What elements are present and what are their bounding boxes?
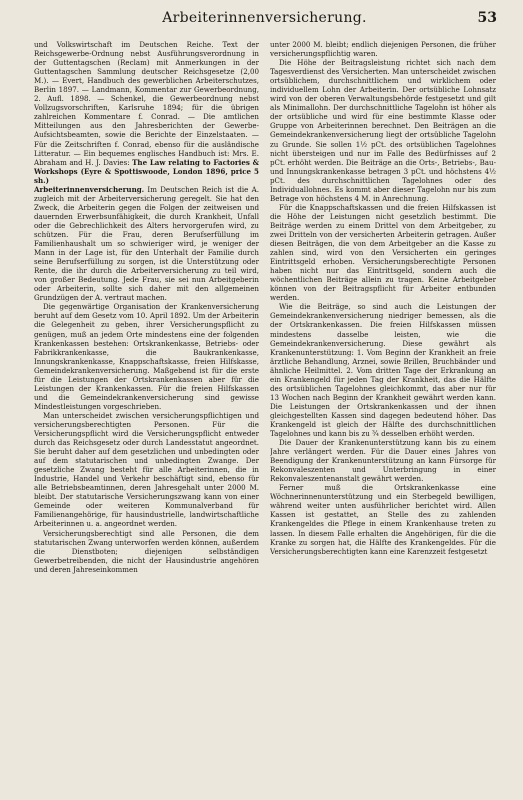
bibliography-paragraph (34, 40, 259, 185)
page-header (32, 10, 497, 32)
body-paragraph: Die Höhe der Beitragsleistung richtet sich nach dem Tagesverdienst des Versicherten. Man unterscheidet zwischen ortsüblichem, durchschnittlichem und wirklichem oder individuellem Lohn der Arbeiterin. Der ortsübliche Lohnsatz wird von der oberen Verwaltungsbehörde festgesetzt und gilt als Minimallohn. Der durchschnittliche Tagelohn ist höher als der ortsübliche und wird für eine bestimmte Klasse oder Gruppe von Arbeiterinnen berechnet. Den Beiträgen an die Gemeindekrankenversicherung liegt der ortsübliche Tagelohn zu Grunde. Sie sollen 1½ pCt. des ortsüblichen Tagelohnes nicht übersteigen und nur im Falle des Bedürfnisses auf 2 pCt. erhöht werden. Die Beiträge an die Orts-, Betriebs-, Bau- und Innungskrankenkasse betragen 3 pCt. und höchstens 4½ pCt. des durchschnittlichen Tagelohnes oder des Individuallohnes. Es kommt aber dieser Tagelohn nur bis zum Betrage von höchstens 4 M. in Anrechnung. (270, 58, 496, 203)
article-intro-text: Im Deutschen Reich ist die A. zugleich mit der Arbeiterversicherung geregelt. Sie hat den Zweck, die Arbeiterin gegen die Folgen der zeitweisen und dauernden Erwerbsunfähigkeit, die durch Krankheit, Unfall oder die Gebrechlichkeit des Alters hervorgerufen wird, zu schützen. Für die Frau, deren Berufserfüllung im Familienhaushalt um so schwieriger wird, je weniger der Mann in der Lage ist, für den Unterhalt der Familie durch seine Berufserfüllung zu sorgen, ist die Unterstützung oder Rente, die ihr durch die Arbeiterversicherung zu teil wird, von großer Bedeutung. Jede Frau, sie sei nun Arbeitgeberin oder Arbeiterin, sollte sich daher mit den allgemeinen Grundzügen der A. vertraut machen. (34, 184, 259, 303)
bibliography-text: und Volkswirtschaft im Deutschen Reiche. Text der Reichsgewerbe-Ordnung nebst Ausführungsverordnung in der Guttentagschen (Reclam) mit Anmerkungen in der Guttentagschen Sammlung deutscher Reichsgesetze (2,00 M.). — Evert, Handbuch des gewerblichen Arbeiterschutzes, Berlin 1897. — Landmann, Kommentar zur Gewerbeordnung, 2. Aufl. 1898. — Schenkel, die Gewerbeordnung nebst Vollzugsvorschriften, Karlsruhe 1894; für die übrigen zahlreichen Kommentare f. Conrad. — Die amtlichen Mitteilungen aus den Jahresberichten der Gewerbe-Aufsichtsbeamten, sowie die Berichte der Einzelstaaten. — Für die Zeitschriften f. Conrad, ebenso für die ausländische Litteratur. — Ein bequemes englisches Handbuch ist: Mrs. E. Abraham and H. J. Davies: (34, 40, 259, 167)
body-paragraph: Für die Knappschaftskassen und die freien Hilfskassen ist die Höhe der Leistungen nicht gesetzlich bestimmt. Die Beiträge werden zu einem Drittel von dem Arbeitgeber, zu zwei Dritteln von der versicherten Arbeiterin getragen. Außer diesen Beiträgen, die von dem Arbeitgeber an die Kasse zu zahlen sind, wird von den Versicherten ein geringes Eintrittsgeld erhoben. Versicherungsberechtigte Personen haben nicht nur das Eintrittsgeld, sondern auch die wöchentlichen Beiträge allein zu tragen. Keine Arbeitgeber können von der Beitragspflicht für Arbeiter entbunden werden. (270, 202, 496, 303)
page-number: 53 (477, 10, 497, 26)
body-paragraph: Die Dauer der Krankenunterstützung kann bis zu einem Jahre verlängert werden. Für die Dauer eines Jahres von Beendigung der Krankenunterstützung an kann Fürsorge für Rekonvaleszenten und Unterbringung in einer Rekonvaleszentenanstalt gewährt werden. (270, 438, 496, 484)
left-column (34, 40, 259, 788)
bibliography-bold-reference: The Law relating to Factories & Workshops (Eyre & Spottiswoode, London 1896, price 5 sh.) (34, 157, 259, 185)
body-paragraph: Versicherungsberechtigt sind alle Personen, die dem statutarischen Zwang unterworfen werden können, außerdem die Dienstboten; diejenigen selbständigen Gewerbetreibenden, die nicht der Hausindustrie angehören und deren Jahreseinkommen (34, 528, 259, 574)
body-paragraph: unter 2000 M. bleibt; endlich diejenigen Personen, die früher versicherungspflichtig waren. (270, 40, 496, 59)
right-column (270, 40, 496, 788)
body-paragraph: Man unterscheidet zwischen versicherungspflichtigen und versicherungsberechtigten Personen. Für die Versicherungspflicht wird die Versicherungspflicht entweder durch das Reichsgesetz oder durch Landesstatut angeordnet. Sie beruht daher auf dem gesetzlichen und unbedingten oder auf dem statutarischen und unbedingten Zwange. Der gesetzliche Zwang besteht für alle Arbeiterinnen, die in Industrie, Handel und Verkehr beschäftigt sind, ebenso für alle Betriebsbeamtinnen, deren Jahresgehalt unter 2000 M. bleibt. Der statutarische Versicherungszwang kann von einer Gemeinde oder weiteren Kommunalverband für Familienangehörige, für hausindustrielle, landwirtschaftliche Arbeiterinnen u. a. angeordnet werden. (34, 410, 259, 529)
article-intro-paragraph (34, 185, 259, 303)
article-headword: Arbeiterinnenversicherung. (34, 184, 145, 194)
running-title: Arbeiterinnenversicherung. (162, 10, 367, 26)
body-paragraph: Die gegenwärtige Organisation der Krankenversicherung beruht auf dem Gesetz vom 10. April 1892. Um der Arbeiterin die Gelegenheit zu geben, ihrer Versicherungspflicht zu genügen, muß an jedem Orte mindestens eine der folgenden Krankenkassen bestehen: Ortskrankenkasse, Betriebs- oder Fabrikkrankenkasse, die Baukrankenkasse, Innungskrankenkasse, Knappschaftskasse, freien Hilfskasse, Gemeindekrankenversicherung. Maßgebend ist für die erste für die Leistungen der Ortskrankenkassen aber für die Leistungen der Krankenkassen. Für die freien Hilfskassen und die Gemeindekrankenversicherung sind gewisse Mindestleistungen vorgeschrieben. (34, 302, 259, 411)
body-paragraph: Wie die Beiträge, so sind auch die Leistungen der Gemeindekrankenversicherung niedriger bemessen, als die der Ortskrankenkassen. Die freien Hilfskassen müssen mindestens dasselbe leisten, wie die Gemeindekrankenversicherung. Diese gewährt als Krankenunterstützung: 1. Vom Beginn der Krankheit an freie ärztliche Behandlung, Arznei, sowie Brillen, Bruchbänder und ähnliche Heilmittel. 2. Vom dritten Tage der Erkrankung an ein Krankengeld für jeden Tag der Krankheit, das die Hälfte des ortsüblichen Tagelohnes gleichkommt, das aber nur für 13 Wochen nach Beginn der Krankheit gewährt werden kann. Die Leistungen der Ortskrankenkassen und der ihnen gleichgestellten Kassen sind dagegen bedeutend höher. Das Krankengeld ist gleich der Hälfte des durchschnittlichen Tagelohnes und kann bis zu ¾ desselben erhöht werden. (270, 302, 496, 439)
body-paragraph: Ferner muß die Ortskrankenkasse eine Wöchnerinnenunterstützung und ein Sterbegeld bewilligen, während weiter unten ausführlicher berichtet wird. Allen Kassen ist gestattet, an Stelle des zu zahlenden Krankengeldes die Pflege in einem Krankenhause treten zu lassen. In diesem Falle erhalten die Angehörigen, für die die Kranke zu sorgen hat, die Hälfte des Krankengeldes. Für die Versicherungsberechtigten kann eine Karenzzeit festgesetzt (270, 483, 496, 556)
